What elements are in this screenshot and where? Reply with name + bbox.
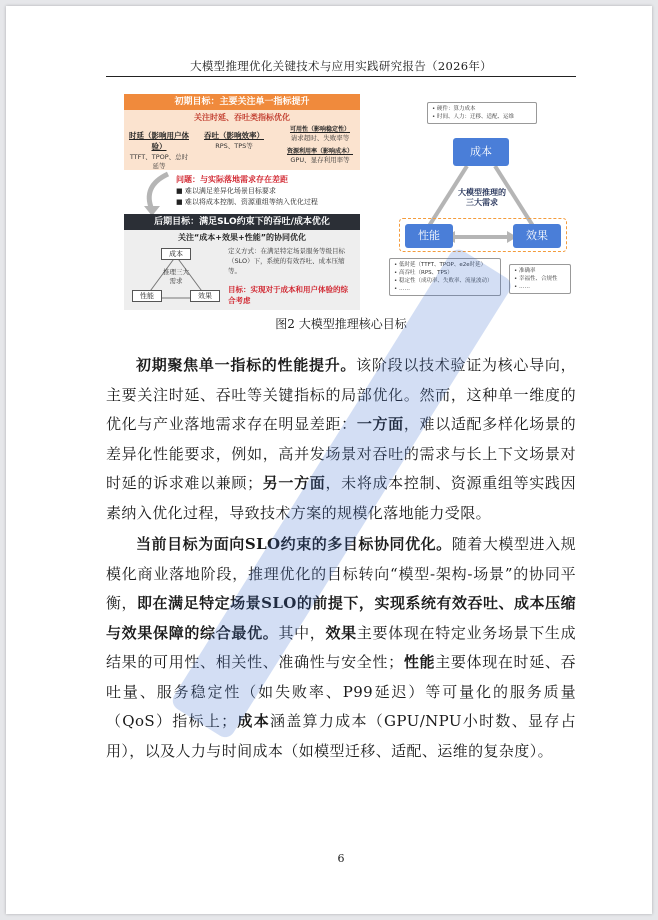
- page-number: 6: [337, 852, 345, 865]
- note-performance-line-2: • 高吞吐（RPS、TPS）: [394, 270, 453, 276]
- later-goal-bar: 后期目标：满足SLO约束下的吞吐/成本优化: [124, 214, 360, 230]
- note-performance: [389, 258, 501, 296]
- resource-metric: [284, 146, 356, 164]
- later-goal-subtitle: 关注“成本+效果+性能”的协同优化: [178, 233, 306, 242]
- goal-text: 目标：实现对于成本和用户体验的综合考虑: [228, 285, 348, 305]
- note-effect-line-3: • ……: [514, 284, 530, 290]
- issue-line-1: ■ 难以满足差异化场景目标要求: [176, 187, 276, 195]
- paragraph-2: [106, 530, 576, 766]
- node-performance: 性能: [405, 224, 453, 248]
- mini-node-cost: 成本: [161, 248, 191, 260]
- resource-title: 资源利用率（影响成本）: [286, 148, 353, 155]
- note-performance-line-3: • 稳定性（成功率、失败率、流量波动）: [394, 278, 493, 284]
- initial-goal-bar: 初期目标：主要关注单一指标提升: [124, 94, 360, 110]
- running-header: 大模型推理优化关键技术与应用实践研究报告（2026年）: [190, 59, 492, 73]
- mini-node-effect: 效果: [190, 290, 220, 302]
- note-performance-line-4: • ……: [394, 286, 410, 292]
- node-cost: 成本: [453, 138, 509, 166]
- issue-title: 问题：与实际落地需求存在差距: [176, 175, 288, 184]
- note-cost-line-1: • 硬件：算力成本: [432, 106, 476, 112]
- note-effect-line-1: • 准确率: [514, 268, 536, 274]
- throughput-title: 吞吐（影响效率）: [204, 131, 264, 140]
- availability-items: 请求超时、失败率等: [290, 134, 350, 142]
- throughput-items: RPS、TPS等: [215, 142, 253, 150]
- p2-key-effect: 效果: [325, 623, 357, 642]
- throughput-metric: [204, 130, 264, 150]
- header-rule: [106, 76, 576, 77]
- note-cost-line-2: • 时间、人力：迁移、适配、运维: [432, 114, 514, 120]
- p2-key-cost: 成本: [236, 712, 271, 730]
- availability-metric: [284, 124, 356, 142]
- figure-left-evolution: [116, 90, 368, 312]
- p2-part-c: 其中，: [278, 623, 326, 642]
- p1-part-b: ，难以适配多样化场景的差异化性能要求，例如，高并发场景对吞吐的需求与长上下文场景对时延的诉求难以兼顾；: [106, 415, 576, 492]
- p2-lead: 当前目标为面向SLO约束的多目标协同优化。: [136, 535, 452, 553]
- center-title: [449, 188, 515, 208]
- p1-part-c: ，未将成本控制、资源重组等实践因素纳入优化过程，导致技术方案的规模化落地能力受限。: [106, 474, 576, 522]
- p2-part-e: 主要体现在时延、吞吐量、服务稳定性（如失败率、P99延迟）等可量化的服务质量（QoS）指标上；: [106, 653, 576, 730]
- p1-key-1: 一方面: [356, 415, 404, 433]
- figure-caption: 图2 大模型推理核心目标: [275, 317, 407, 331]
- p2-part-d: 主要体现在特定业务场景下生成结果的可用性、相关性、准确性与安全性；: [106, 623, 577, 671]
- paragraph-1: [106, 351, 576, 528]
- p2-part-a: 随着大模型进入规模化商业落地阶段，推理优化的目标转向“模型-架构-场景”的协同平衡，: [106, 535, 576, 612]
- issue-line-2: ■ 难以将成本控制、资源重组等纳入优化过程: [176, 198, 318, 206]
- mini-center-label: 推理三大需求: [163, 268, 189, 285]
- note-performance-line-1: • 低时延（TTFT、TPOP、e2e时延）: [394, 262, 487, 268]
- center-title-line-1: 大模型推理的: [458, 188, 506, 197]
- initial-goal-subtitle: 关注时延、吞吐类指标优化: [194, 113, 290, 122]
- figure-right-triangle: [389, 98, 574, 298]
- note-effect-line-2: • 幸福性、合规性: [514, 276, 558, 282]
- document-page: [6, 6, 652, 914]
- availability-title: 可用性（影响稳定性）: [289, 126, 350, 133]
- p1-key-2: 另一方面: [262, 474, 326, 492]
- resource-items: GPU、显存利用率等: [290, 156, 350, 164]
- latency-items: TTFT、TPOP、总时延等: [129, 153, 189, 170]
- later-goal-panel: [124, 230, 360, 310]
- center-title-line-2: 三大需求: [466, 198, 498, 207]
- p1-lead: 初期聚焦单一指标的性能提升。: [136, 356, 357, 374]
- initial-goal-panel: [124, 110, 360, 170]
- p2-part-b: 即在满足特定场景SLO的前提下，实现系统有效吞吐、成本压缩与效果保障的综合最优。: [106, 594, 576, 642]
- curved-arrow-icon: [138, 170, 178, 216]
- p1-part-a: 该阶段以技术验证为核心导向，主要关注时延、吞吐等关键指标的局部优化。然而，这种单一维度的优化与产业落地需求存在明显差距：: [106, 356, 576, 433]
- body-text: [106, 351, 576, 766]
- node-effect: 效果: [513, 224, 561, 248]
- p2-part-f: 涵盖算力成本（GPU/NPU小时数、显存占用），以及人力与时间成本（如模型迁移、适配、运维的复杂度）。: [106, 712, 576, 760]
- p2-key-performance: 性能: [403, 653, 436, 671]
- latency-metric: [128, 130, 190, 170]
- note-effect: [509, 264, 571, 294]
- latency-title: 时延（影响用户体验）: [129, 131, 189, 151]
- definition-text: 定义方式：在满足特定场景服务等级目标（SLO）下，系统的有效吞吐、成本压缩等。: [228, 247, 345, 275]
- mini-node-performance: 性能: [132, 290, 162, 302]
